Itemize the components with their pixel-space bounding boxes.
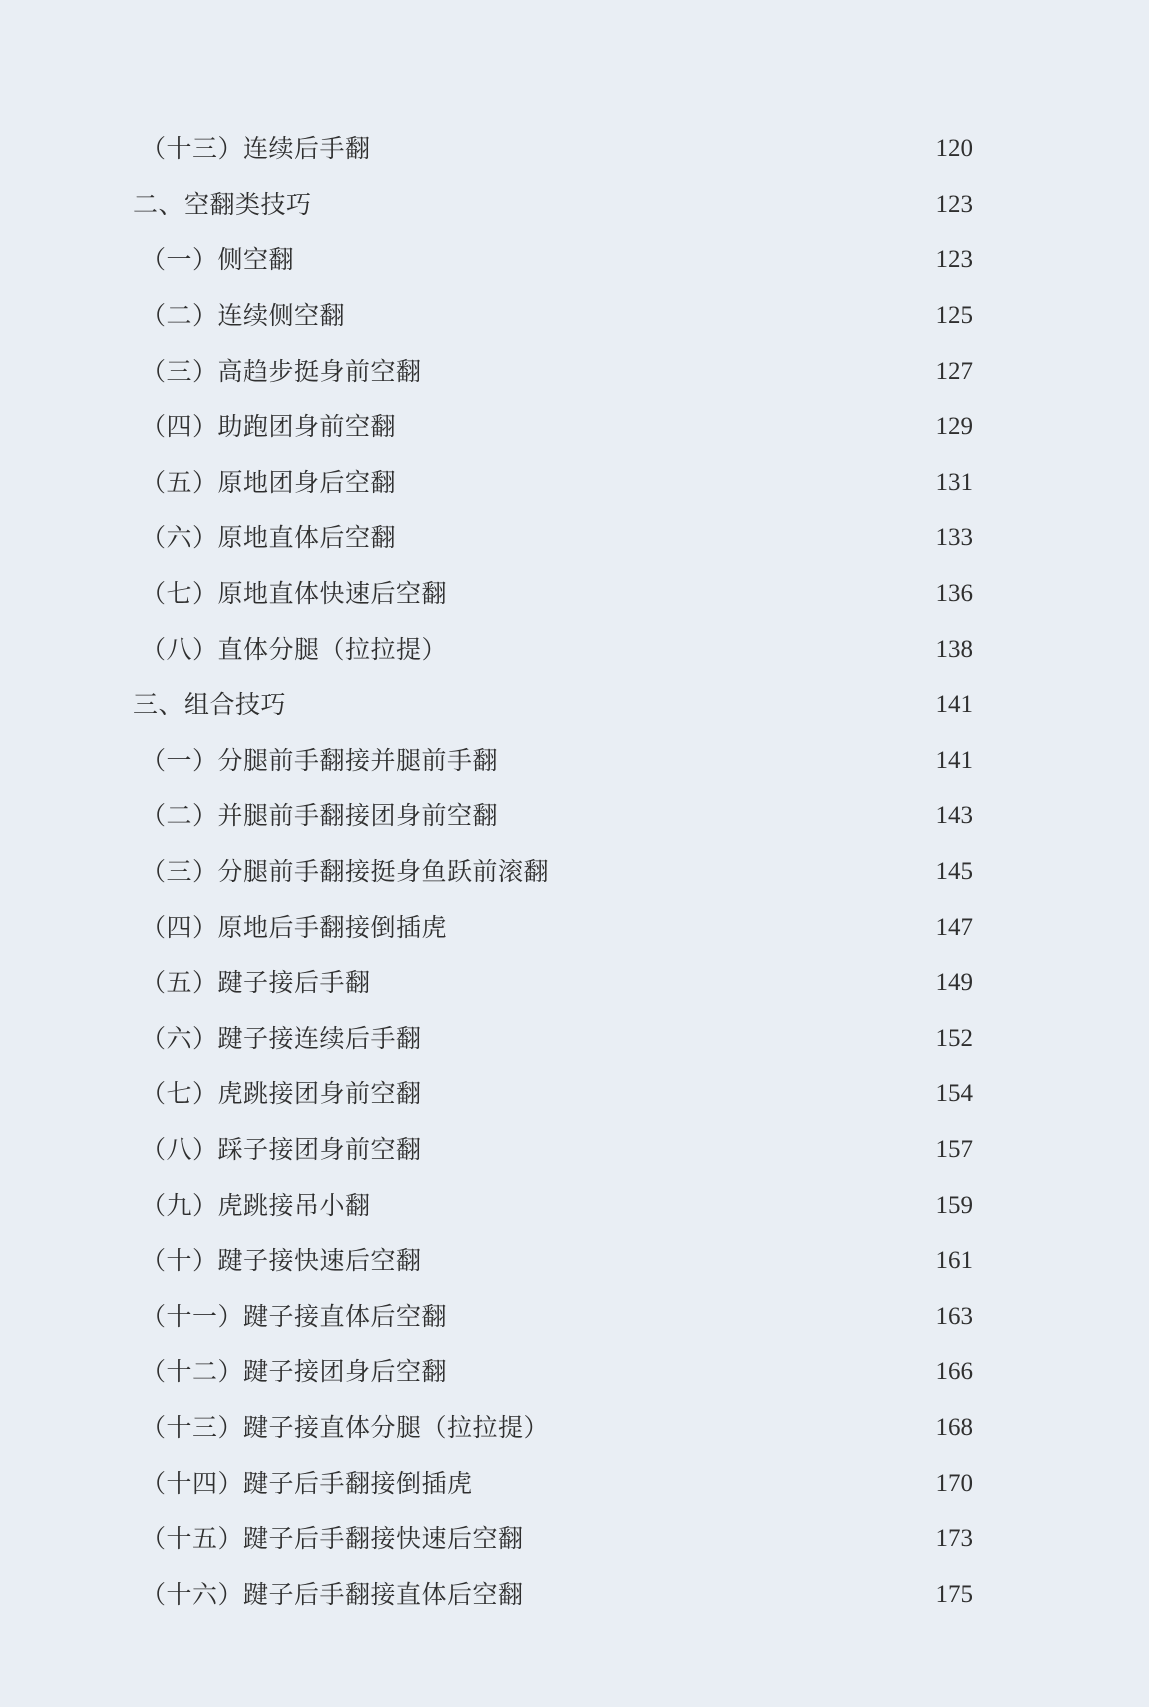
toc-entry (133, 1344, 973, 1400)
toc-entry-title: （三）高趋步挺身前空翻 (141, 356, 422, 386)
toc-entry-title: （十三）踺子接直体分腿（拉拉提） (141, 1412, 550, 1442)
toc-entry-page-number: 154 (935, 1080, 973, 1108)
toc-entry-title: （十五）踺子后手翻接快速后空翻 (141, 1524, 524, 1554)
toc-entry-page-number: 163 (935, 1302, 973, 1330)
toc-entry-title: （五）踺子接后手翻 (141, 968, 371, 998)
toc-entry (133, 455, 973, 511)
toc-entry-title: （三）分腿前手翻接挺身鱼跃前滚翻 (141, 857, 550, 887)
toc-entry-title: （六）踺子接连续后手翻 (141, 1023, 422, 1053)
toc-entry-title: （六）原地直体后空翻 (141, 523, 397, 553)
toc-entry (133, 1233, 973, 1289)
toc-entry-title: （九）虎跳接吊小翻 (141, 1190, 371, 1220)
toc-entry (133, 844, 973, 900)
toc-entry (133, 1566, 973, 1622)
toc-entry (133, 288, 973, 344)
toc-entry-page-number: 152 (935, 1024, 973, 1052)
toc-entry-title: （十三）连续后手翻 (141, 134, 371, 164)
toc-entry-page-number: 141 (935, 691, 973, 719)
toc-entry-title: （十二）踺子接团身后空翻 (141, 1357, 448, 1387)
toc-entry-page-number: 161 (935, 1247, 973, 1275)
toc-entry-page-number: 127 (935, 357, 973, 385)
toc-entry (133, 955, 973, 1011)
toc-entry-page-number: 129 (935, 413, 973, 441)
toc-entry-title: （十）踺子接快速后空翻 (141, 1246, 422, 1276)
toc-entry (133, 899, 973, 955)
toc-entry (133, 1066, 973, 1122)
toc-entry-page-number: 173 (935, 1525, 973, 1553)
toc-entry-title: （一）侧空翻 (141, 245, 295, 275)
toc-entry-title: （十六）踺子后手翻接直体后空翻 (141, 1579, 524, 1609)
toc-entry (133, 1400, 973, 1456)
toc-entry (133, 343, 973, 399)
toc-entry-page-number: 131 (935, 468, 973, 496)
toc-entry-page-number: 133 (935, 524, 973, 552)
toc-entry-page-number: 166 (935, 1358, 973, 1386)
toc-entry-page-number: 159 (935, 1191, 973, 1219)
toc-entry-title: （八）直体分腿（拉拉提） (141, 634, 448, 664)
toc-section-heading (133, 177, 973, 233)
toc-entry (133, 399, 973, 455)
toc-entry-title: （二）连续侧空翻 (141, 301, 346, 331)
toc-entry-page-number: 175 (935, 1580, 973, 1608)
toc-entry (133, 621, 973, 677)
toc-entry (133, 1011, 973, 1067)
toc-entry-page-number: 138 (935, 635, 973, 663)
toc-entry-title: （十一）踺子接直体后空翻 (141, 1301, 448, 1331)
toc-entry-page-number: 157 (935, 1135, 973, 1163)
toc-entry (133, 1288, 973, 1344)
toc-entry-title: （八）踩子接团身前空翻 (141, 1134, 422, 1164)
toc-entry-title: 二、空翻类技巧 (133, 189, 312, 219)
toc-entry-title: （七）原地直体快速后空翻 (141, 579, 448, 609)
toc-entry (133, 1122, 973, 1178)
toc-entry-page-number: 168 (935, 1413, 973, 1441)
toc-entry-page-number: 123 (935, 190, 973, 218)
toc-entry-title: （四）助跑团身前空翻 (141, 412, 397, 442)
toc-entry-title: （二）并腿前手翻接团身前空翻 (141, 801, 499, 831)
toc-entry-page-number: 125 (935, 302, 973, 330)
toc-entry-page-number: 149 (935, 969, 973, 997)
toc-section-heading (133, 677, 973, 733)
toc-entry-page-number: 170 (935, 1469, 973, 1497)
toc-entry-page-number: 120 (935, 135, 973, 163)
toc-entry-page-number: 147 (935, 913, 973, 941)
toc-entry-page-number: 145 (935, 858, 973, 886)
toc-entry (133, 1177, 973, 1233)
toc-entry-page-number: 141 (935, 746, 973, 774)
toc-entry-title: （四）原地后手翻接倒插虎 (141, 912, 448, 942)
toc-entry-page-number: 143 (935, 802, 973, 830)
toc-entry (133, 566, 973, 622)
toc-entry-title: （一）分腿前手翻接并腿前手翻 (141, 745, 499, 775)
toc-entry-title: （五）原地团身后空翻 (141, 467, 397, 497)
toc-entry-title: （七）虎跳接团身前空翻 (141, 1079, 422, 1109)
toc-entry (133, 733, 973, 789)
toc-entry-page-number: 136 (935, 580, 973, 608)
toc-entry (133, 121, 973, 177)
toc-entry-title: 三、组合技巧 (133, 690, 287, 720)
toc-entry (133, 510, 973, 566)
toc-entry (133, 1511, 973, 1567)
toc-entry-page-number: 123 (935, 246, 973, 274)
toc-entry (133, 1455, 973, 1511)
toc-entry-title: （十四）踺子后手翻接倒插虎 (141, 1468, 473, 1498)
toc-list (133, 121, 973, 1622)
toc-entry (133, 232, 973, 288)
toc-entry (133, 788, 973, 844)
